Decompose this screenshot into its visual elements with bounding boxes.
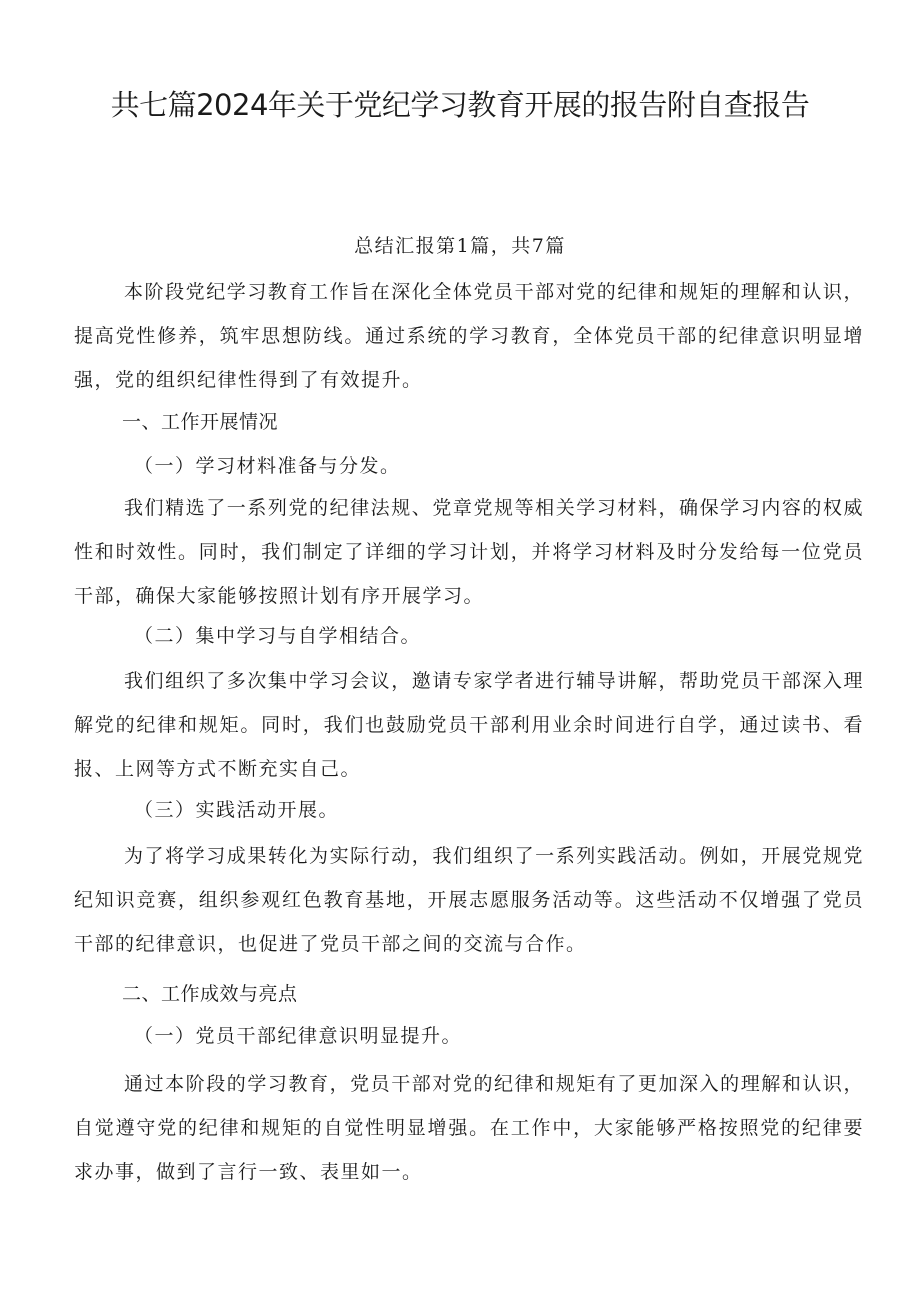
paragraph-discipline-awareness: 通过本阶段的学习教育，党员干部对党的纪律和规矩有了更加深入的理解和认识，自觉遵守党的纪律和规矩的自觉性明显增强。在工作中，大家能够严格按照党的纪律要求办事，做到了言行一致、表里如一。 — [74, 1073, 864, 1183]
paragraph-materials: 我们精选了一系列党的纪律法规、党章党规等相关学习材料，确保学习内容的权威性和时效性。同时，我们制定了详细的学习计划，并将学习材料及时分发给每一位党员干部，确保大家能够按照计划有序开展学习。 — [74, 497, 864, 607]
subheading-study: （二）集中学习与自学相结合。 — [134, 625, 422, 647]
section-heading-results: 二、工作成效与亮点 — [122, 983, 298, 1005]
paragraph-study: 我们组织了多次集中学习会议，邀请专家学者进行辅导讲解，帮助党员干部深入理解党的纪律和规矩。同时，我们也鼓励党员干部利用业余时间进行自学，通过读书、看报、上网等方式不断充实自己。 — [74, 670, 864, 780]
intro-paragraph: 本阶段党纪学习教育工作旨在深化全体党员干部对党的纪律和规矩的理解和认识，提高党性修养，筑牢思想防线。通过系统的学习教育，全体党员干部的纪律意识明显增强，党的组织纪律性得到了有效提升。 — [74, 281, 864, 391]
paragraph-practice: 为了将学习成果转化为实际行动，我们组织了一系列实践活动。例如，开展党规党纪知识竞赛，组织参观红色教育基地，开展志愿服务活动等。这些活动不仅增强了党员干部的纪律意识，也促进了党员干部之间的交流与合作。 — [74, 845, 864, 955]
document-title: 共七篇2024年关于党纪学习教育开展的报告附自查报告 — [110, 88, 810, 122]
subheading-practice: （三）实践活动开展。 — [134, 799, 340, 821]
section-heading-work-progress: 一、工作开展情况 — [122, 411, 279, 433]
subheading-materials: （一）学习材料准备与分发。 — [134, 455, 401, 477]
document-subtitle: 总结汇报第1篇，共7篇 — [354, 235, 566, 257]
subheading-discipline-awareness: （一）党员干部纪律意识明显提升。 — [134, 1025, 463, 1047]
